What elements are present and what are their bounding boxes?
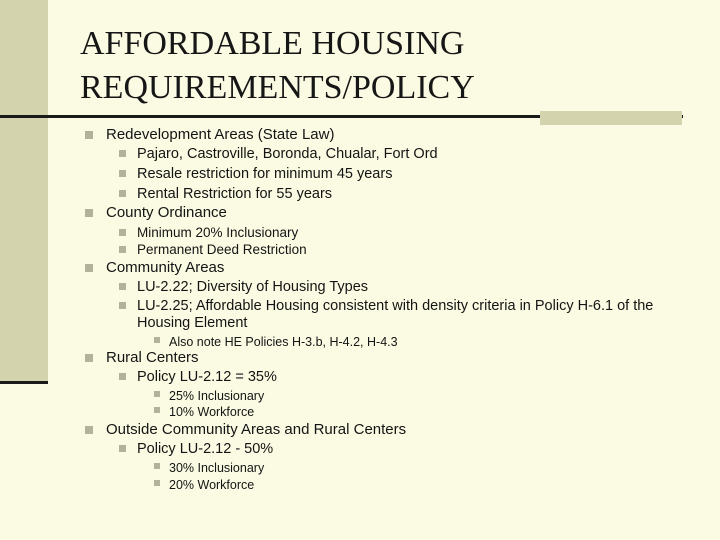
list-item-text: Housing Element: [137, 315, 248, 331]
title-line-1: AFFORDABLE HOUSING: [80, 25, 465, 62]
list-item-text: Community Areas: [106, 259, 225, 276]
square-bullet-icon: [119, 246, 126, 253]
list-item-text: Rural Centers: [106, 349, 199, 366]
square-bullet-icon: [154, 407, 160, 413]
list-item-level-3: [169, 459, 264, 477]
list-item-level-1: [106, 204, 227, 222]
square-bullet-icon: [119, 190, 126, 197]
square-bullet-icon: [85, 264, 93, 272]
square-bullet-icon: [119, 170, 126, 177]
list-item-level-2: [137, 314, 247, 332]
list-item-text: Outside Community Areas and Rural Centers: [106, 421, 407, 438]
list-item-level-2: [137, 440, 273, 458]
square-bullet-icon: [85, 426, 93, 434]
list-item-text: 10% Workforce: [169, 405, 255, 419]
list-item-level-2: [137, 224, 298, 242]
list-item-level-1: [106, 421, 406, 439]
list-item-text: Rental Restriction for 55 years: [137, 186, 333, 202]
list-item-text: 20% Workforce: [169, 478, 255, 492]
list-item-text: Resale restriction for minimum 45 years: [137, 166, 393, 182]
list-item-level-2: [137, 241, 307, 259]
square-bullet-icon: [154, 480, 160, 486]
square-bullet-icon: [119, 283, 126, 290]
list-item-level-2: [137, 145, 438, 163]
list-item-text: Policy LU-2.12 - 50%: [137, 441, 274, 457]
square-bullet-icon: [119, 302, 126, 309]
list-item-text: Permanent Deed Restriction: [137, 242, 307, 257]
list-item-level-2: [137, 165, 392, 183]
square-bullet-icon: [85, 354, 93, 362]
square-bullet-icon: [85, 209, 93, 217]
list-item-level-1: [106, 259, 224, 277]
list-item-text: 30% Inclusionary: [169, 461, 265, 475]
list-item-text: Policy LU-2.12 = 35%: [137, 369, 277, 385]
square-bullet-icon: [119, 150, 126, 157]
list-item-text: Pajaro, Castroville, Boronda, Chualar, Fort Ord: [137, 146, 438, 162]
list-item-level-2: [137, 368, 277, 386]
list-item-level-3: [169, 403, 254, 421]
square-bullet-icon: [119, 229, 126, 236]
list-item-text: LU-2.25; Affordable Housing consistent with density criteria in Policy H-6.1 of the: [137, 298, 654, 314]
list-item-level-2: [137, 278, 368, 296]
square-bullet-icon: [154, 391, 160, 397]
list-item-text: 25% Inclusionary: [169, 389, 265, 403]
list-item-text: County Ordinance: [106, 204, 227, 221]
square-bullet-icon: [85, 131, 93, 139]
list-item-level-1: [106, 349, 199, 367]
list-item-level-2: [137, 185, 332, 203]
list-item-level-3: [169, 476, 254, 494]
list-item-text: LU-2.22; Diversity of Housing Types: [137, 279, 369, 295]
list-item-text: Redevelopment Areas (State Law): [106, 126, 335, 143]
square-bullet-icon: [119, 373, 126, 380]
list-item-level-2: [137, 297, 653, 315]
square-bullet-icon: [119, 445, 126, 452]
list-item-level-1: [106, 126, 334, 144]
square-bullet-icon: [154, 337, 160, 343]
list-item-text: Minimum 20% Inclusionary: [137, 225, 299, 240]
list-item-text: Also note HE Policies H-3.b, H-4.2, H-4.3: [169, 335, 398, 349]
list-item-level-3: [169, 333, 398, 351]
title-line-2: REQUIREMENTS/POLICY: [80, 69, 475, 106]
square-bullet-icon: [154, 463, 160, 469]
